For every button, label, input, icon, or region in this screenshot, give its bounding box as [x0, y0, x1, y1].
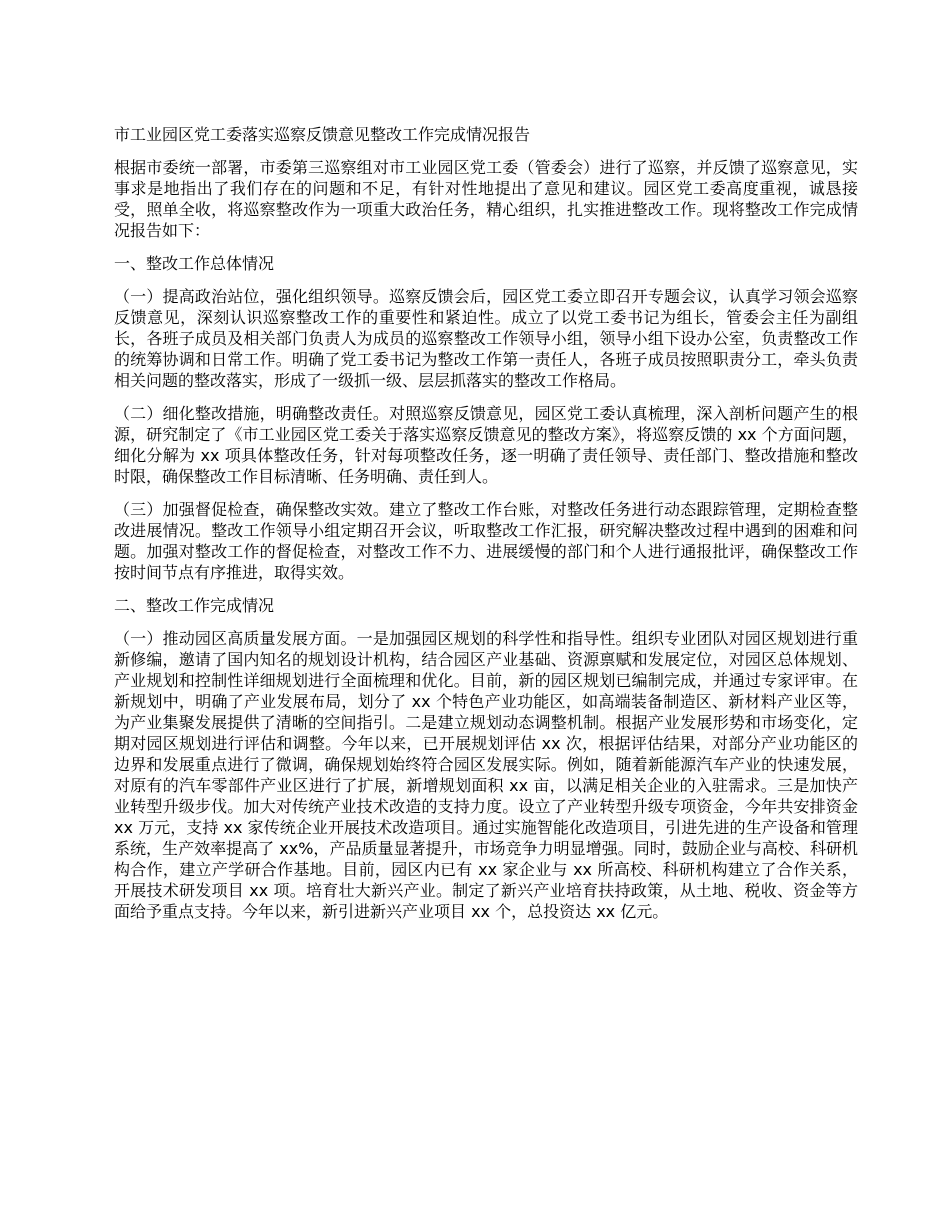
document-title: 市工业园区党工委落实巡察反馈意见整改工作完成情况报告 — [114, 125, 531, 144]
section-1-paragraph-3: （三）加强督促检查，确保整改实效。建立了整改工作台账，对整改任务进行动态跟踪管理，定期检查整改进展情况。整改工作领导小组定期召开会议，听取整改工作汇报，研究解决整改过程中遇到的困难和问题。加强对整改工作的督促检查，对整改工作不力、进展缓慢的部门和个人进行通报批评，确保整改工作按时间节点有序推进，取得实效。 — [114, 500, 858, 582]
section-1-paragraph-2: （二）细化整改措施，明确整改责任。对照巡察反馈意见，园区党工委认真梳理，深入剖析问题产生的根源，研究制定了《市工业园区党工委关于落实巡察反馈意见的整改方案》，将巡察反馈的 xx 个方面问题，细化分解为 xx 项具体整改任务，针对每项整改任务，逐一明确了责任领导、责任部门、整改措施和整改时限，确保整改工作目标清晰、任务明确、责任到人。 — [114, 404, 858, 486]
intro-paragraph: 根据市委统一部署，市委第三巡察组对市工业园区党工委（管委会）进行了巡察，并反馈了巡察意见，实事求是地指出了我们存在的问题和不足，有针对性地提出了意见和建议。园区党工委高度重视，诚恳接受，照单全收，将巡察整改作为一项重大政治任务，精心组织，扎实推进整改工作。现将整改工作完成情况报告如下： — [114, 158, 858, 240]
section-1-heading: 一、整改工作总体情况 — [114, 254, 275, 273]
document-page — [114, 124, 858, 934]
section-1-paragraph-1: （一）提高政治站位，强化组织领导。巡察反馈会后，园区党工委立即召开专题会议，认真学习领会巡察反馈意见，深刻认识巡察整改工作的重要性和紧迫性。成立了以党工委书记为组长，管委会主任为副组长，各班子成员及相关部门负责人为成员的巡察整改工作领导小组，领导小组下设办公室，负责整改工作的统筹协调和日常工作。明确了党工委书记为整改工作第一责任人，各班子成员按照职责分工，牵头负责相关问题的整改落实，形成了一级抓一级、层层抓落实的整改工作格局。 — [114, 287, 858, 390]
section-2-paragraph-1: （一）推动园区高质量发展方面。一是加强园区规划的科学性和指导性。组织专业团队对园区规划进行重新修编，邀请了国内知名的规划设计机构，结合园区产业基础、资源禀赋和发展定位，对园区总体规划、产业规划和控制性详细规划进行全面梳理和优化。目前，新的园区规划已编制完成，并通过专家评审。在新规划中，明确了产业发展布局，划分了 xx 个特色产业功能区，如高端装备制造区、新材料产业区等，为产业集聚发展提供了清晰的空间指引。二是建立规划动态调整机制。根据产业发展形势和市场变化，定期对园区规划进行评估和调整。今年以来，已开展规划评估 xx 次，根据评估结果，对部分产业功能区的边界和发展重点进行了微调，确保规划始终符合园区发展实际。例如，随着新能源汽车产业的快速发展，对原有的汽车零部件产业区进行了扩展，新增规划面积 xx 亩，以满足相关企业的入驻需求。三是加快产业转型升级步伐。加大对传统产业技术改造的支持力度。设立了产业转型升级专项资金，今年共安排资金 xx 万元，支持 xx 家传统企业开展技术改造项目。通过实施智能化改造项目，引进先进的生产设备和管理系统，生产效率提高了 xx%，产品质量显著提升，市场竞争力明显增强。同时，鼓励企业与高校、科研机构合作，建立产学研合作基地。目前，园区内已有 xx 家企业与 xx 所高校、科研机构建立了合作关系，开展技术研发项目 xx 项。培育壮大新兴产业。制定了新兴产业培育扶持政策，从土地、税收、资金等方面给予重点支持。今年以来，新引进新兴产业项目 xx 个，总投资达 xx 亿元。 — [114, 629, 858, 921]
section-2-heading: 二、整改工作完成情况 — [114, 596, 275, 615]
